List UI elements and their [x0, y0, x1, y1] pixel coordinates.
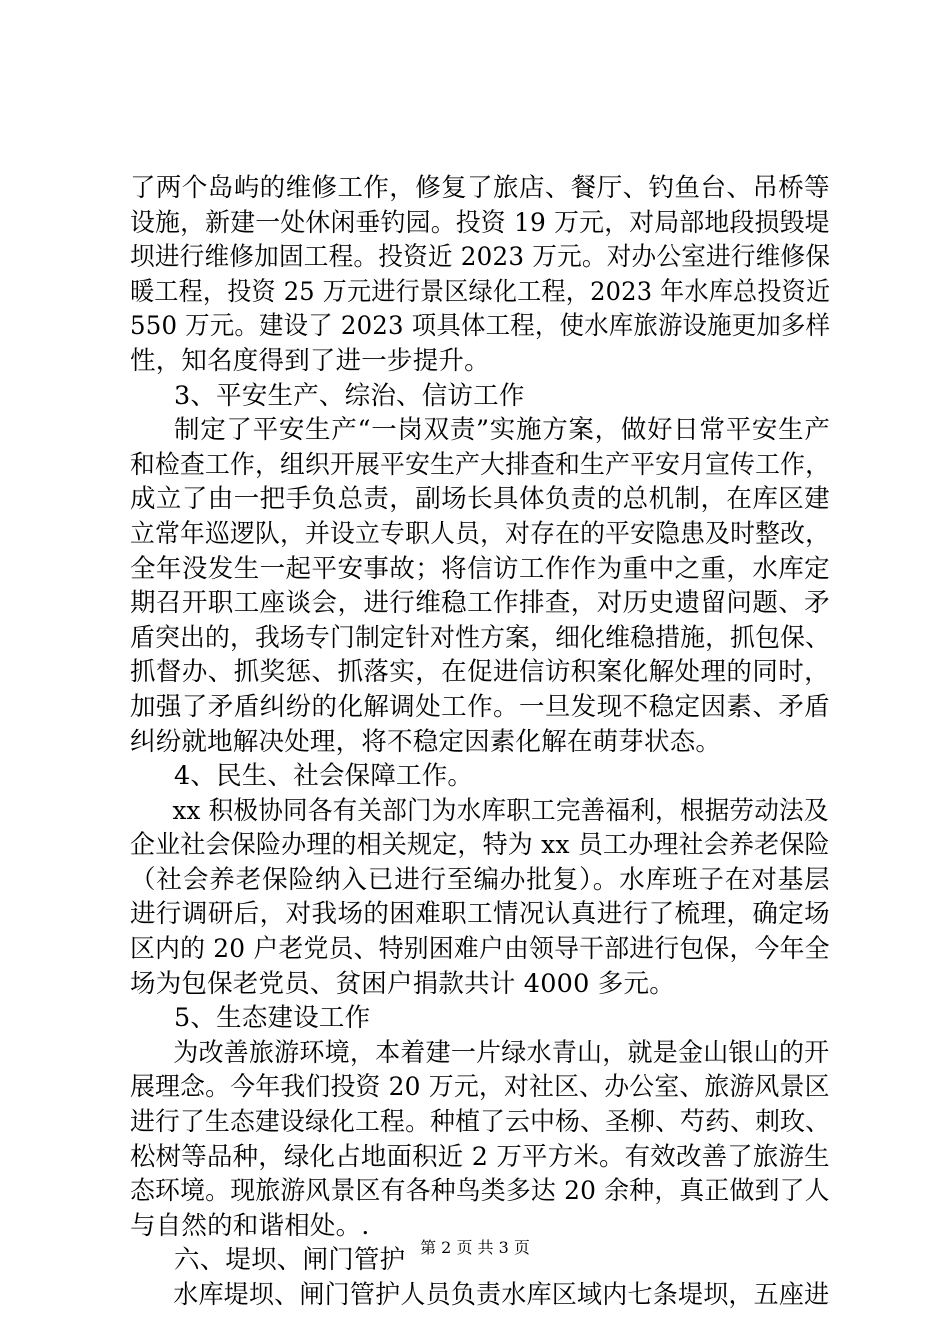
text-line: 为改善旅游环境，本着建一片绿水青山，就是金山银山的开	[173, 1037, 830, 1068]
text-line: 5、生态建设工作	[174, 1003, 371, 1034]
text-line: 松树等品种，绿化占地面积近 2 万平方米。有效改善了旅游生	[130, 1141, 830, 1172]
text-line: 水库堤坝、闸门管护人员负责水库区域内七条堤坝，五座进	[173, 1280, 830, 1310]
text-line: 纠纷就地解决处理，将不稳定因素化解在萌芽状态。	[130, 726, 722, 757]
text-line: 与自然的和谐相处。.	[130, 1210, 370, 1241]
text-line: 进行调研后，对我场的困难职工情况认真进行了梳理，确定场	[130, 899, 831, 930]
text-line: 态环境。现旅游风景区有各种鸟类多达 20 余种，真正做到了人	[130, 1176, 830, 1207]
text-line: 全年没发生一起平安事故；将信访工作作为重中之重，水库定	[130, 553, 831, 584]
text-line: 进行了生态建设绿化工程。种植了云中杨、圣柳、芍药、刺玫、	[130, 1107, 831, 1138]
text-line: 展理念。今年我们投资 20 万元，对社区、办公室、旅游风景区	[130, 1072, 830, 1103]
text-line: 成立了由一把手负总责，副场长具体负责的总机制，在库区建	[130, 484, 831, 515]
text-line: 抓督办、抓奖惩、抓落实，在促进信访积案化解处理的同时，	[130, 657, 831, 688]
text-line: 立常年巡逻队，并设立专职人员，对存在的平安隐患及时整改，	[130, 518, 831, 549]
text-line: 550 万元。建设了 2023 项具体工程，使水库旅游设施更加多样	[130, 311, 831, 342]
text-line: xx 积极协同各有关部门为水库职工完善福利，根据劳动法及	[172, 795, 829, 826]
page-footer: 第 2 页 共 3 页	[420, 1238, 530, 1257]
text-line: 设施，新建一处休闲垂钓园。投资 19 万元，对局部地段损毁堤	[130, 207, 830, 238]
text-line: 期召开职工座谈会，进行维稳工作排查，对历史遗留问题、矛	[130, 588, 831, 619]
text-line: 制定了平安生产“一岗双责”实施方案，做好日常平安生产	[174, 415, 831, 446]
text-line: 六、堤坝、闸门管护	[174, 1245, 406, 1276]
document-body	[130, 171, 830, 1313]
text-line: 性，知名度得到了进一步提升。	[130, 345, 490, 376]
text-line: 坝进行维修加固工程。投资近 2023 万元。对办公室进行维修保	[130, 242, 831, 273]
text-line: 3、平安生产、综治、信访工作	[174, 380, 525, 411]
text-line: 企业社会保险办理的相关规定，特为 xx 员工办理社会养老保险	[130, 830, 830, 861]
text-line: 和检查工作，组织开展平安生产大排查和生产平安月宣传工作，	[130, 449, 831, 480]
text-line: 区内的 20 户老党员、特别困难户由领导干部进行包保，今年全	[130, 934, 830, 965]
text-line: 4、民生、社会保障工作。	[174, 761, 474, 792]
text-line: 场为包保老党员、贫困户捐款共计 4000 多元。	[130, 968, 675, 999]
text-line: （社会养老保险纳入已进行至编办批复）。水库班子在对基层	[130, 864, 831, 895]
text-line: 盾突出的，我场专门制定针对性方案，细化维稳措施，抓包保、	[130, 622, 831, 653]
text-line: 加强了矛盾纠纷的化解调处工作。一旦发现不稳定因素、矛盾	[130, 691, 831, 722]
text-line: 暖工程，投资 25 万元进行景区绿化工程，2023 年水库总投资近	[130, 276, 831, 307]
text-line: 了两个岛屿的维修工作，修复了旅店、餐厅、钓鱼台、吊桥等	[130, 173, 831, 203]
